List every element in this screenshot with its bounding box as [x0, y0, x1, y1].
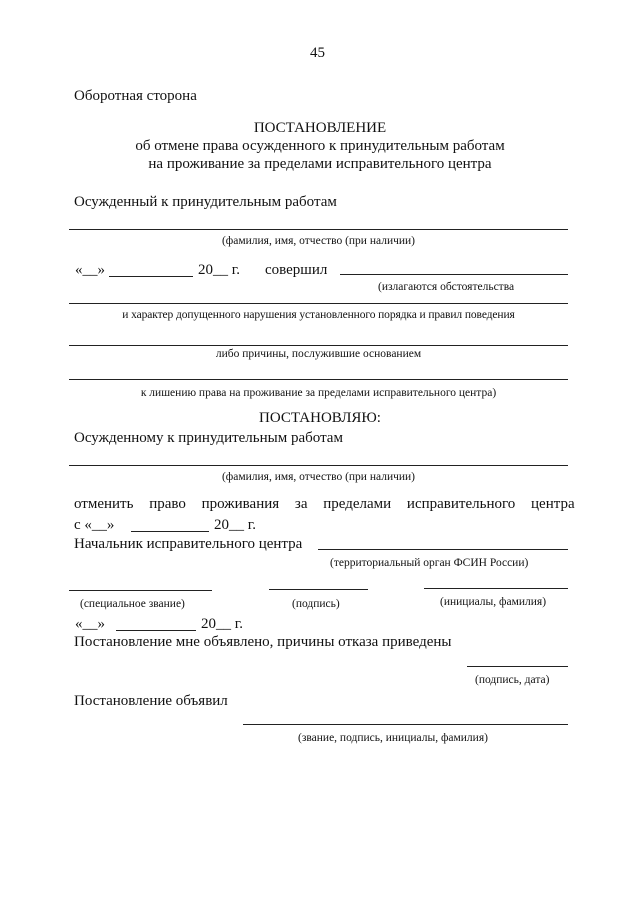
announced-by-line[interactable]	[243, 724, 568, 725]
convict-fio-line-2[interactable]	[69, 465, 568, 466]
signing-date-day: «__»	[75, 616, 105, 632]
signature-date-caption: (подпись, дата)	[475, 674, 550, 686]
convict-fio-caption: (фамилия, имя, отчество (при наличии)	[221, 235, 416, 247]
document-title: ПОСТАНОВЛЕНИЕ	[253, 120, 387, 136]
side-label: Оборотная сторона	[74, 88, 197, 104]
convict-label: Осужденный к принудительным работам	[74, 194, 337, 210]
cancel-text: отменить право проживания за пределами исправительного центра	[74, 496, 575, 512]
document-subtitle-line-1: об отмене права осужденного к принудительным работам	[135, 138, 505, 154]
signing-date-year: 20__ г.	[201, 616, 243, 632]
violation-date-month-line[interactable]	[109, 276, 193, 277]
committed-line[interactable]	[340, 274, 568, 275]
violation-date-day: «__»	[75, 262, 105, 278]
signature-caption: (подпись)	[292, 598, 340, 610]
deprivation-line[interactable]	[69, 379, 568, 380]
convict-fio-line[interactable]	[69, 229, 568, 230]
rank-caption: (специальное звание)	[80, 598, 185, 610]
announced-by-caption: (звание, подпись, инициалы, фамилия)	[298, 732, 488, 744]
announced-text: Постановление мне объявлено, причины отказа приведены	[74, 634, 452, 650]
from-date-month-line[interactable]	[131, 531, 209, 532]
initials-caption: (инициалы, фамилия)	[440, 596, 547, 608]
fsin-line[interactable]	[318, 549, 568, 550]
signature-line[interactable]	[269, 589, 368, 590]
head-label: Начальник исправительного центра	[74, 536, 303, 552]
circumstances-caption: (излагаются обстоятельства	[378, 281, 515, 293]
rank-line[interactable]	[69, 590, 212, 591]
deprivation-caption: к лишению права на проживание за пределами исправительного центра)	[140, 387, 497, 399]
signing-date-month-line[interactable]	[116, 630, 196, 631]
document-subtitle-line-2: на проживание за пределами исправительного центра	[148, 156, 492, 172]
violation-date-year: 20__ г.	[198, 262, 240, 278]
violation-line[interactable]	[69, 303, 568, 304]
violation-caption: и характер допущенного нарушения установленного порядка и правил поведения	[122, 309, 515, 321]
reasons-line[interactable]	[69, 345, 568, 346]
from-date-day: с «__»	[74, 517, 115, 533]
initials-line[interactable]	[424, 588, 568, 589]
announced-by-label: Постановление объявил	[74, 693, 228, 709]
page-number: 45	[310, 45, 325, 61]
committed-label: совершил	[265, 262, 328, 278]
convict-dative-label: Осужденному к принудительным работам	[74, 430, 343, 446]
from-date-year: 20__ г.	[214, 517, 256, 533]
convict-fio-caption-2: (фамилия, имя, отчество (при наличии)	[221, 471, 416, 483]
fsin-caption: (территориальный орган ФСИН России)	[330, 557, 529, 569]
reasons-caption: либо причины, послужившие основанием	[215, 348, 422, 360]
signature-date-line[interactable]	[467, 666, 568, 667]
decree-heading: ПОСТАНОВЛЯЮ:	[259, 410, 381, 426]
